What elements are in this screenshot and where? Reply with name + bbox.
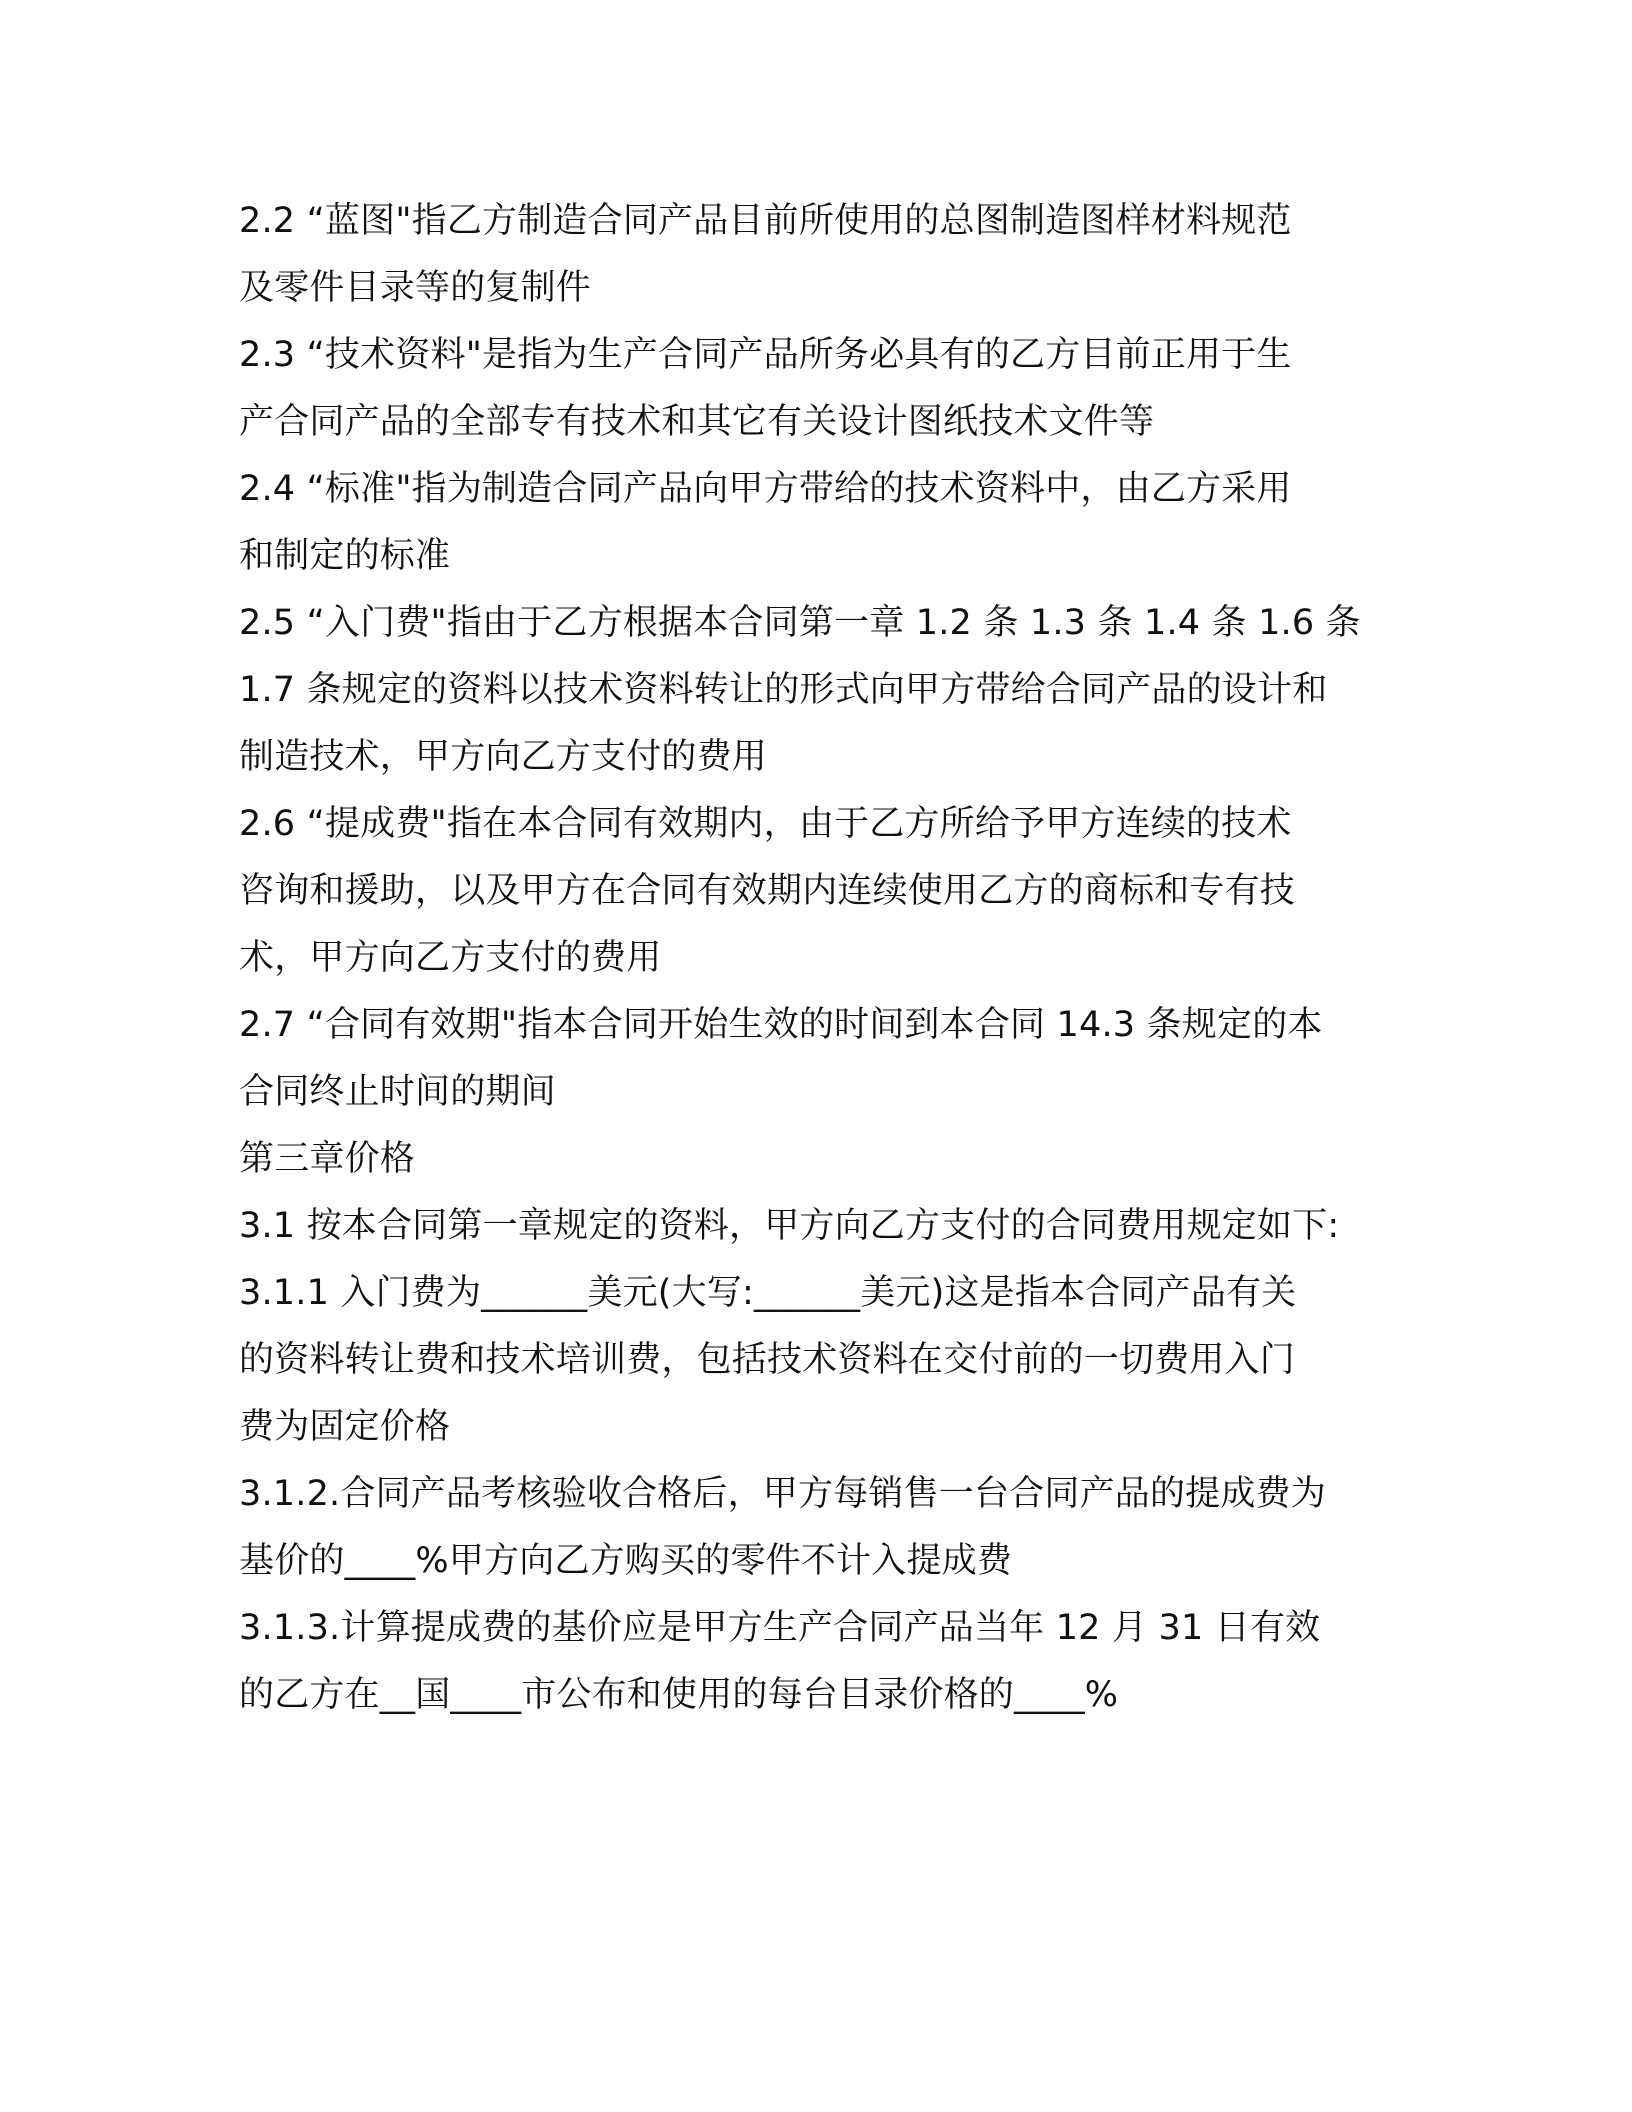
text-line: 2.3 “技术资料"是指为生产合同产品所务必具有的乙方目前正用于生 [239,335,1292,375]
text-line: 1.7 条规定的资料以技术资料转让的形式向甲方带给合同产品的设计和 [239,670,1328,710]
text-line: 咨询和援助，以及甲方在合同有效期内连续使用乙方的商标和专有技 [239,871,1296,911]
chapter-heading: 第三章价格 [239,1139,416,1179]
text-line: 的乙方在__国____市公布和使用的每台目录价格的____% [239,1675,1119,1715]
text-line: 制造技术，甲方向乙方支付的费用 [239,737,768,777]
text-line: 2.4 “标准"指为制造合同产品向甲方带给的技术资料中，由乙方采用 [239,469,1292,509]
text-line: 和制定的标准 [239,536,451,576]
text-line: 基价的____%甲方向乙方购买的零件不计入提成费 [239,1541,1013,1581]
text-line: 3.1.3.计算提成费的基价应是甲方生产合同产品当年 12 月 31 日有效 [239,1608,1321,1648]
text-line: 2.2 “蓝图"指乙方制造合同产品目前所使用的总图制造图样材料规范 [239,201,1292,241]
text-line: 2.6 “提成费"指在本合同有效期内，由于乙方所给予甲方连续的技术 [239,804,1292,844]
text-line: 3.1.2.合同产品考核验收合格后，甲方每销售一台合同产品的提成费为 [239,1474,1326,1514]
text-line: 及零件目录等的复制件 [239,268,592,308]
text-line: 费为固定价格 [239,1407,451,1447]
text-line: 3.1.1 入门费为______美元(大写:______美元)这是指本合同产品有关 [239,1273,1297,1313]
text-line: 合同终止时间的期间 [239,1072,556,1112]
text-line: 3.1 按本合同第一章规定的资料，甲方向乙方支付的合同费用规定如下: [239,1206,1340,1246]
text-line: 产合同产品的全部专有技术和其它有关设计图纸技术文件等 [239,402,1155,442]
text-line: 2.7 “合同有效期"指本合同开始生效的时间到本合同 14.3 条规定的本 [239,1005,1323,1045]
text-line: 术，甲方向乙方支付的费用 [239,938,662,978]
text-line: 的资料转让费和技术培训费，包括技术资料在交付前的一切费用入门 [239,1340,1296,1380]
text-line: 2.5 “入门费"指由于乙方根据本合同第一章 1.2 条 1.3 条 1.4 条 1.6 条 [239,603,1361,643]
document-body [239,188,1419,1729]
